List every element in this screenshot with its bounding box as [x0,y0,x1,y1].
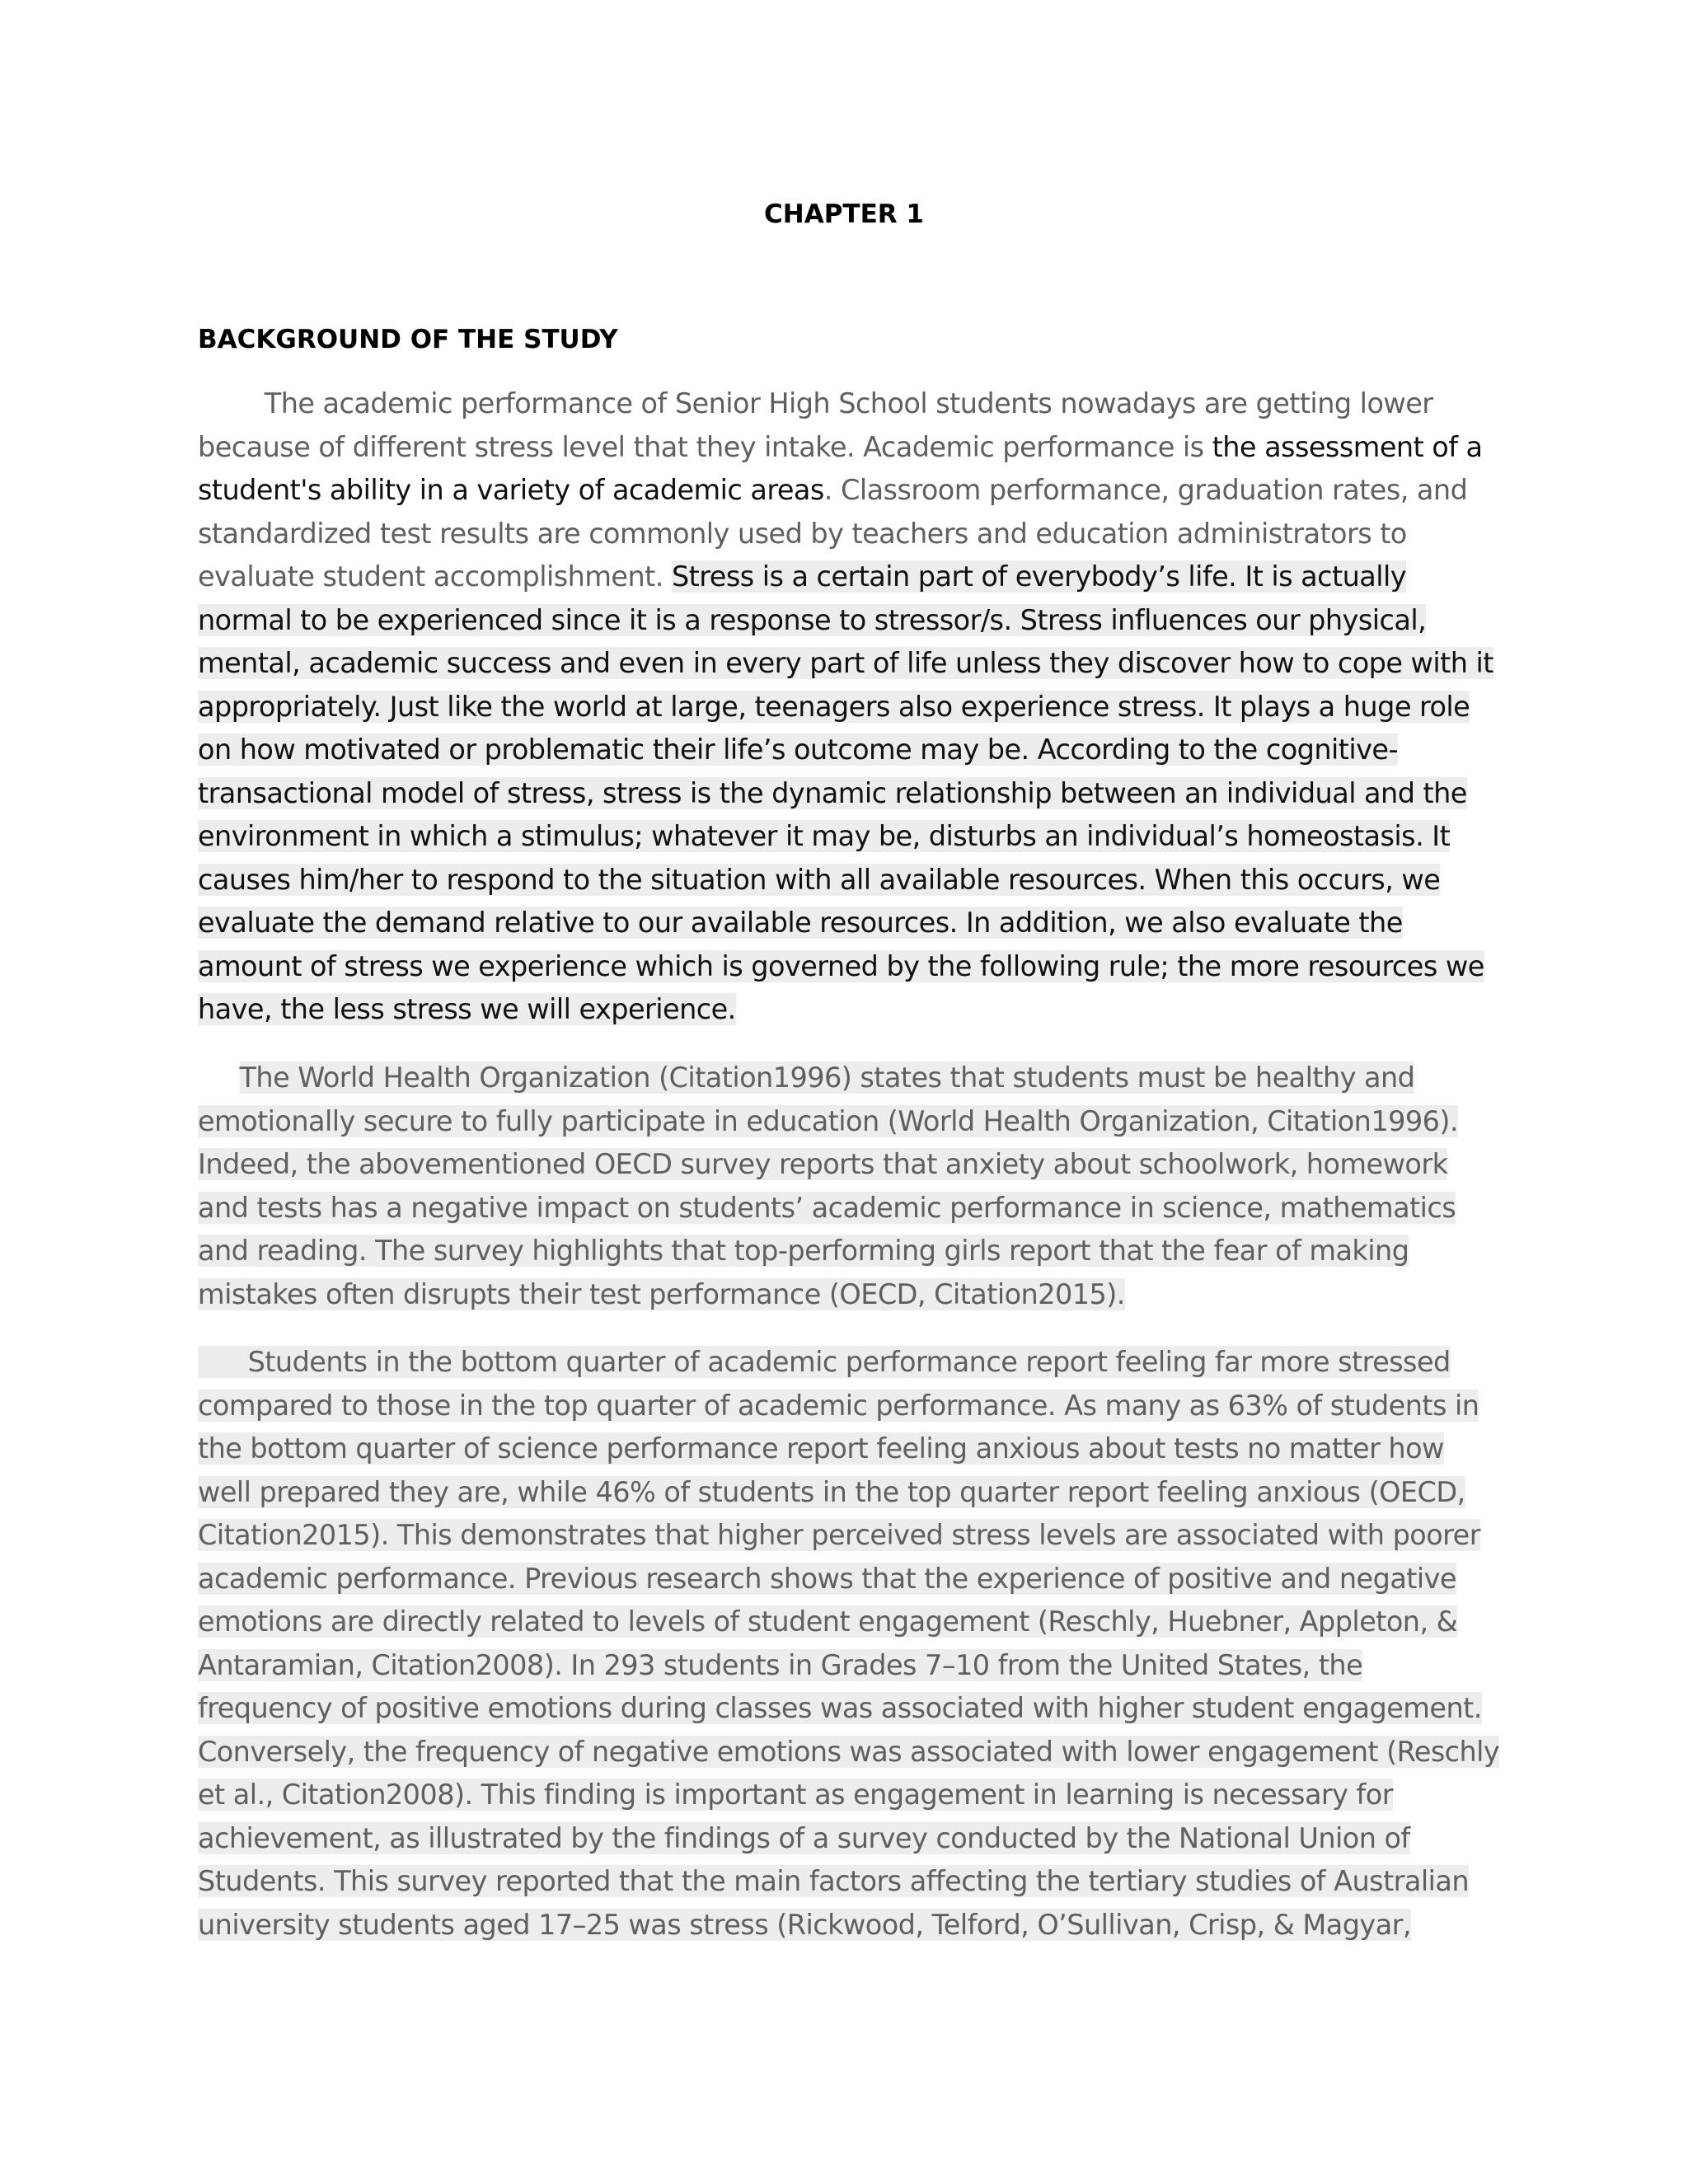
text-segment: and reading. The survey highlights that top-performing girls report that the fear of making [198,1235,1409,1267]
text-segment: evaluate the demand relative to our available resources. In addition, we also evaluate the [198,907,1403,939]
text-line [198,859,1500,902]
text-segment: and tests has a negative impact on students’ academic performance in science, mathematics [198,1191,1456,1224]
text-line [198,1273,1500,1317]
text-segment: causes him/her to respond to the situation with all available resources. When this occurs, we [198,863,1441,896]
text-segment: The academic performance of Senior High School students nowadays are getting lower [198,387,1433,419]
text-segment: amount of stress we experience which is governed by the following rule; the more resources we [198,949,1484,982]
text-line [198,426,1500,470]
text-line [198,1774,1500,1817]
section-heading: BACKGROUND OF THE STUDY [198,325,618,354]
text-segment: appropriately. Just like the world at large, teenagers also experience stress. It plays a huge role [198,690,1470,723]
text-segment: achievement, as illustrated by the findings of a survey conducted by the National Union of [198,1821,1410,1854]
text-segment: the assessment of a [1212,430,1483,463]
text-line [198,772,1500,816]
text-line [198,1471,1500,1515]
text-line [198,1057,1500,1100]
text-segment: et al., Citation2008). This finding is important as engagement in learning is necessary for [198,1779,1393,1811]
text-line [198,469,1500,513]
text-line [198,1731,1500,1774]
text-line [198,1860,1500,1904]
text-segment: student's ability in a variety of academic areas [198,474,824,506]
text-line [198,1143,1500,1187]
text-segment: emotions are directly related to levels of student engagement (Reschly, Huebner, Appleton, & [198,1605,1458,1638]
text-line [198,1904,1500,1947]
text-segment: environment in which a stimulus; whatever it may be, disturbs an individual’s homeostasis. It [198,820,1451,852]
text-line [198,382,1500,426]
text-line [198,1644,1500,1688]
text-line [198,1687,1500,1731]
text-line [198,1100,1500,1144]
paragraph-background-intro [198,382,1500,1032]
text-line [198,686,1500,729]
text-line [198,555,1500,599]
chapter-title: CHAPTER 1 [764,199,924,229]
text-line [198,1230,1500,1273]
text-segment: Stress is a certain part of everybody’s life. It is actually [671,560,1407,593]
text-line [198,945,1500,989]
text-segment: on how motivated or problematic their life’s outcome may be. According to the cognitive- [198,733,1399,766]
paragraph-who-oecd [198,1057,1500,1316]
paragraph-student-quartiles [198,1341,1500,1947]
text-segment: mistakes often disrupts their test performance (OECD, Citation2015). [198,1277,1125,1310]
text-line [198,1187,1500,1230]
text-segment: evaluate student accomplishment. [198,560,672,593]
text-segment [198,1062,240,1094]
text-segment: compared to those in the top quarter of academic performance. As many as 63% of students in [198,1389,1479,1422]
text-line [198,1385,1500,1428]
text-segment: mental, academic success and even in every part of life unless they discover how to cope with it [198,647,1493,679]
text-segment: university students aged 17–25 was stress (Rickwood, Telford, O’Sullivan, Crisp, & Magyar, [198,1908,1412,1941]
text-segment: . Classroom performance, graduation rates, and [823,474,1468,506]
text-line [198,1427,1500,1471]
text-segment: have, the less stress we will experience. [198,993,736,1025]
text-line [198,513,1500,556]
text-segment: normal to be experienced since it is a response to stressor/s. Stress influences our physical, [198,603,1427,636]
text-segment: frequency of positive emotions during classes was associated with higher student engagement. [198,1692,1482,1724]
text-line [198,1558,1500,1601]
text-line [198,642,1500,686]
text-segment: emotionally secure to fully participate in education (World Health Organization, Citation1996). [198,1104,1459,1137]
text-line [198,1601,1500,1644]
text-segment: Conversely, the frequency of negative emotions was associated with lower engagement (Reschly [198,1735,1500,1768]
text-line [198,988,1500,1032]
text-segment: well prepared they are, while 46% of students in the top quarter report feeling anxious (OECD, [198,1475,1465,1508]
text-segment: academic performance. Previous research shows that the experience of positive and negative [198,1562,1456,1595]
text-line [198,1817,1500,1861]
text-segment: Indeed, the abovementioned OECD survey reports that anxiety about schoolwork, homework [198,1148,1448,1180]
text-segment: because of different stress level that they intake. Academic performance is [198,430,1212,463]
text-line [198,599,1500,643]
text-line [198,729,1500,772]
text-line [198,902,1500,945]
text-segment: the bottom quarter of science performance report feeling anxious about tests no matter how [198,1432,1444,1465]
text-segment: transactional model of stress, stress is the dynamic relationship between an individual and the [198,776,1467,809]
text-segment: Students. This survey reported that the main factors affecting the tertiary studies of Australian [198,1865,1470,1897]
text-segment: standardized test results are commonly used by teachers and education administrators to [198,517,1407,550]
text-segment: Students in the bottom quarter of academic performance report feeling far more stressed [198,1346,1451,1378]
text-line [198,1341,1500,1385]
text-line [198,815,1500,859]
text-segment: Citation2015). This demonstrates that higher perceived stress levels are associated with poorer [198,1519,1480,1551]
text-line [198,1514,1500,1558]
text-segment: Antaramian, Citation2008). In 293 students in Grades 7–10 from the United States, the [198,1648,1363,1681]
text-segment: The World Health Organization (Citation1996) states that students must be healthy and [239,1062,1415,1094]
